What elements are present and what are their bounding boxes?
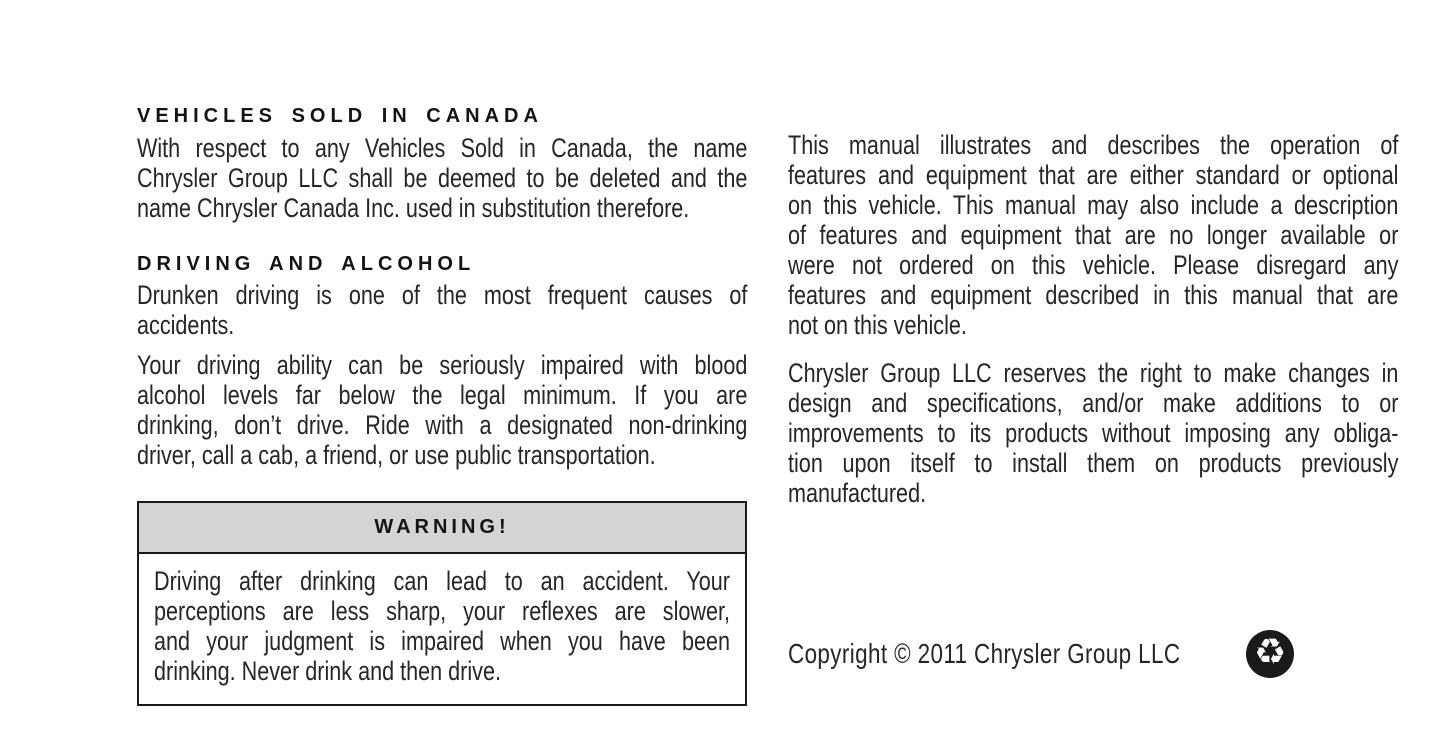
text-line: Driving after drinking can lead to an accident. Your xyxy=(154,566,730,596)
text-line: were not ordered on this vehicle. Please disregard any xyxy=(788,250,1399,280)
text-line: drinking. Never drink and then drive. xyxy=(154,656,501,686)
text-line: features and equipment described in this manual that are xyxy=(788,280,1399,310)
section-heading-driving-and-alcohol: DRIVING AND ALCOHOL xyxy=(137,253,476,275)
text-line: Chrysler Group LLC reserves the right to make changes in xyxy=(788,358,1399,388)
warning-box-header xyxy=(139,503,745,554)
text-line: With respect to any Vehicles Sold in Canada, the name xyxy=(137,133,748,163)
text-line: name Chrysler Canada Inc. used in substitution therefore. xyxy=(137,193,690,223)
text-line: features and equipment that are either standard or optional xyxy=(788,160,1399,190)
text-line: drinking, don’t drive. Ride with a designated non-drinking xyxy=(137,410,748,440)
text-line: of features and equipment that are no longer available or xyxy=(788,220,1399,250)
text-line: accidents. xyxy=(137,310,235,340)
text-line: driver, call a cab, a friend, or use public transportation. xyxy=(137,440,656,470)
text-line: Your driving ability can be seriously impaired with blood xyxy=(137,350,748,380)
text-line: This manual illustrates and describes the operation of xyxy=(788,130,1399,160)
warning-body-text xyxy=(154,566,730,686)
recycling-glyph: ♻ xyxy=(1253,632,1287,673)
warning-title: WARNING! xyxy=(374,516,510,538)
text-line: Chrysler Group LLC shall be deemed to be deleted and the xyxy=(137,163,748,193)
text-line: tion upon itself to install them on products previously xyxy=(788,448,1399,478)
text-line: improvements to its products without imposing any obliga- xyxy=(788,418,1399,448)
paragraph-reserves-rights xyxy=(788,358,1398,508)
text-line: and your judgment is impaired when you have been xyxy=(154,626,730,656)
text-line: manufactured. xyxy=(788,478,927,508)
copyright-line: Copyright © 2011 Chrysler Group LLC xyxy=(788,638,1181,669)
text-line: design and specifications, and/or make additions to or xyxy=(788,388,1399,418)
recycling-symbol-icon xyxy=(1246,630,1294,678)
text-line: Drunken driving is one of the most frequent causes of xyxy=(137,280,748,310)
paragraph-manual-description xyxy=(788,130,1398,340)
warning-box xyxy=(137,501,747,706)
paragraph-vehicles-sold-in-canada xyxy=(137,133,747,223)
text-line: alcohol levels far below the legal minimum. If you are xyxy=(137,380,748,410)
left-column xyxy=(137,105,747,706)
right-column xyxy=(788,130,1400,508)
paragraph-driving-ability xyxy=(137,350,747,470)
text-line: on this vehicle. This manual may also include a description xyxy=(788,190,1399,220)
section-heading-vehicles-sold-in-canada: VEHICLES SOLD IN CANADA xyxy=(137,105,543,127)
text-line: not on this vehicle. xyxy=(788,310,967,340)
paragraph-drunken-driving xyxy=(137,280,747,340)
text-line: perceptions are less sharp, your reflexes are slower, xyxy=(154,596,730,626)
